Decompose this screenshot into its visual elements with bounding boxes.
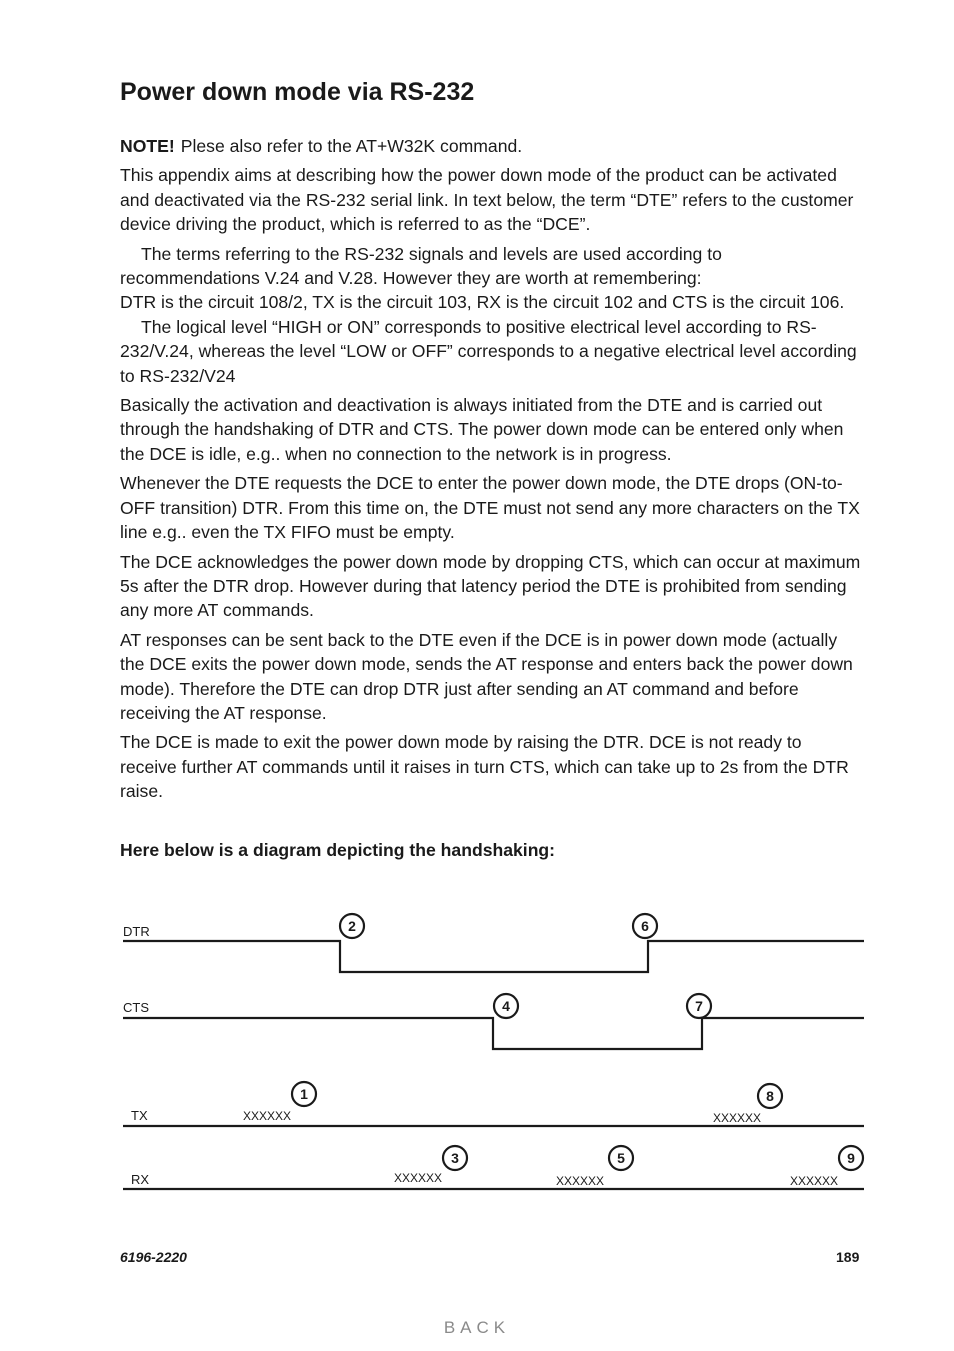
svg-text:9: 9 (847, 1150, 855, 1166)
rx-data-3: XXXXXX (394, 1171, 443, 1185)
paragraph-intro: This appendix aims at describing how the power down mode of the product can be activated and deactivated via the RS-232 serial link. In text below, the term “DTE” refers to the customer device driving the product, which is referred to as the “DCE”. (120, 165, 854, 235)
marker-2 (340, 914, 364, 938)
page-number: 189 (836, 1249, 860, 1265)
svg-text:4: 4 (502, 998, 510, 1014)
cts-label: CTS (123, 1000, 149, 1015)
cts-waveform (123, 1018, 864, 1049)
marker-4 (494, 994, 518, 1018)
document-number: 6196-2220 (120, 1249, 187, 1265)
tx-label: TX (131, 1108, 148, 1123)
svg-text:3: 3 (451, 1150, 459, 1166)
note-text: Plese also refer to the AT+W32K command. (180, 136, 523, 156)
marker-8 (758, 1084, 782, 1108)
note-label: NOTE! (120, 136, 175, 156)
dtr-label: DTR (123, 924, 150, 939)
svg-text:7: 7 (695, 998, 703, 1014)
paragraph-activation: Basically the activation and deactivation is always initiated from the DTE and is carried out through the handshaking of DTR and CTS. The power down mode can be entered only when the DCE is idle, e.g.. when no connection to the network is in progress. (120, 395, 844, 464)
marker-7 (687, 994, 711, 1018)
paragraph-terms: The terms referring to the RS-232 signals and levels are used according to recommendations V.24 and V.28. However they are worth at remembering: (120, 243, 722, 289)
tx-data-1: XXXXXX (243, 1109, 292, 1123)
svg-text:2: 2 (348, 918, 356, 934)
marker-6 (633, 914, 657, 938)
diagram-heading: Here below is a diagram depicting the handshaking: (120, 840, 556, 860)
marker-9 (839, 1146, 863, 1170)
rx-label: RX (131, 1172, 150, 1187)
paragraph-levels: The logical level “HIGH or ON” corresponds to positive electrical level according to RS-232/V.24, whereas the level “LOW or OFF” corresponds to a negative electrical level according to RS-232/V24 (120, 316, 857, 386)
rx-data-5: XXXXXX (556, 1174, 605, 1188)
svg-text:5: 5 (617, 1150, 625, 1166)
paragraph-at-responses: AT responses can be sent back to the DTE even if the DCE is in power down mode (actually the DCE exits the power down mode, sends the AT response and enters back the power down mode). Therefore the DTE can drop DTR just after sending an AT command and before receiving the AT response. (120, 629, 853, 723)
paragraph-exit: The DCE is made to exit the power down mode by raising the DTR. DCE is not ready to receive further AT commands until it raises in turn CTS, which can take up to 2s from the DTR raise. (120, 732, 849, 802)
rx-data-9: XXXXXX (790, 1174, 839, 1188)
marker-3 (443, 1146, 467, 1170)
svg-text:8: 8 (766, 1088, 774, 1104)
tx-data-8: XXXXXX (713, 1111, 762, 1125)
marker-5 (609, 1146, 633, 1170)
paragraph-circuits: DTR is the circuit 108/2, TX is the circuit 103, RX is the circuit 102 and CTS is the circuit 106. (120, 292, 845, 313)
page-title: Power down mode via RS-232 (120, 78, 475, 106)
dtr-waveform (123, 941, 864, 972)
paragraph-cts-ack: The DCE acknowledges the power down mode by dropping CTS, which can occur at maximum 5s after the DTR drop. However during that latency period the DTE is prohibited from sending any more AT commands. (120, 551, 861, 621)
marker-1 (292, 1082, 316, 1106)
paragraph-dtr-drop: Whenever the DTE requests the DCE to enter the power down mode, the DTE drops (ON-to-OFF transition) DTR. From this time on, the DTE must not send any more characters on the TX line e.g.. even the TX FIFO must be empty. (120, 473, 860, 543)
svg-text:6: 6 (641, 918, 649, 934)
svg-text:1: 1 (300, 1086, 308, 1102)
back-link[interactable]: BACK (443, 1318, 511, 1337)
